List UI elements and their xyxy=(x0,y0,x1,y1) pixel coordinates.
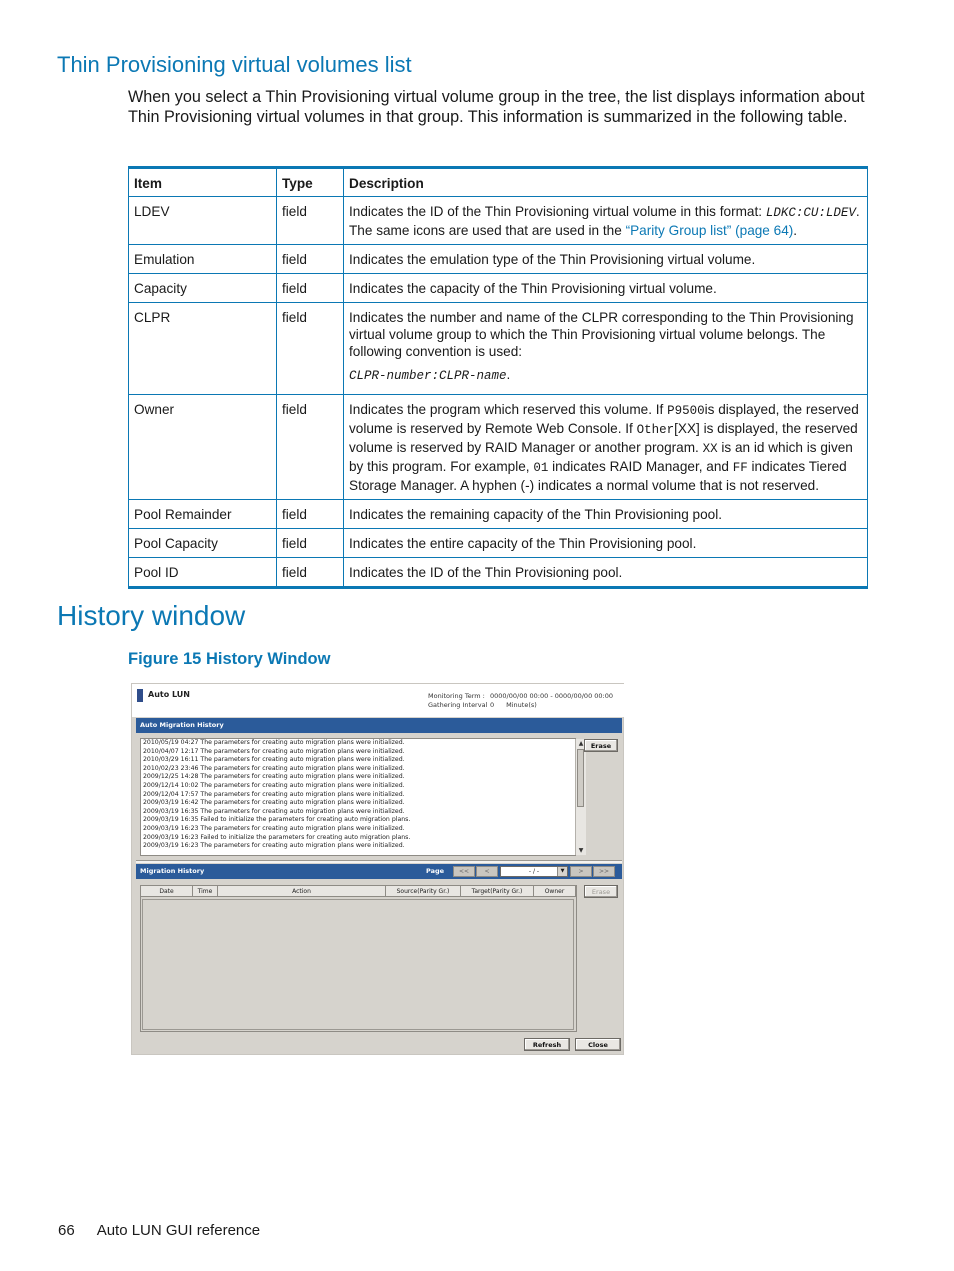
cell-item: Emulation xyxy=(129,245,277,274)
log-line[interactable]: 2009/12/04 17:57 The parameters for creating auto migration plans were initialized. xyxy=(143,790,405,798)
history-heading: History window xyxy=(57,600,246,631)
col-header-description: Description xyxy=(344,168,868,197)
log-line[interactable]: 2009/03/19 16:23 The parameters for creating auto migration plans were initialized. xyxy=(143,824,405,832)
col-time[interactable]: Time xyxy=(193,886,218,897)
app-title: Auto LUN xyxy=(148,690,190,699)
parity-group-link[interactable]: “Parity Group list” (page 64) xyxy=(625,223,794,238)
code-xx: XX xyxy=(702,442,718,456)
page-select[interactable] xyxy=(500,866,568,877)
cell-type: field xyxy=(277,558,344,588)
cell-item: Pool Capacity xyxy=(129,529,277,558)
auto-migration-history-bar: Auto Migration History xyxy=(136,718,622,733)
col-source[interactable]: Source(Parity Gr.) xyxy=(386,886,461,897)
migration-history-table[interactable] xyxy=(140,885,577,1032)
page-select-value: - / - xyxy=(528,868,540,875)
first-page-button[interactable]: << xyxy=(453,866,475,877)
page-number: 66 xyxy=(58,1222,75,1239)
code-ff: FF xyxy=(732,461,748,475)
cell-type: field xyxy=(277,197,344,245)
last-page-button[interactable]: >> xyxy=(593,866,615,877)
cell-description: Indicates the entire capacity of the Thin Provisioning pool. xyxy=(344,529,868,558)
scroll-thumb[interactable] xyxy=(577,749,584,807)
cell-type: field xyxy=(277,303,344,395)
migration-history-title: Migration History xyxy=(140,867,205,875)
cell-type: field xyxy=(277,500,344,529)
cell-type: field xyxy=(277,274,344,303)
gathering-interval-label: Gathering Interval xyxy=(428,701,488,709)
col-action[interactable]: Action xyxy=(218,886,386,897)
gathering-interval-unit: Minute(s) xyxy=(506,701,537,709)
log-line[interactable]: 2009/12/14 10:02 The parameters for creating auto migration plans were initialized. xyxy=(143,781,405,789)
log-scrollbar[interactable] xyxy=(575,739,586,855)
log-line[interactable]: 2009/03/19 16:35 The parameters for creating auto migration plans were initialized. xyxy=(143,807,405,815)
desc-text: is an id which is given by this program. For example, xyxy=(349,440,853,474)
divider xyxy=(136,860,622,863)
desc-text: is displayed, the reserved volume is reserved by RAID Manager or another program. xyxy=(349,421,858,455)
page-footer xyxy=(58,1222,260,1239)
table-row xyxy=(129,500,868,529)
section-heading: Thin Provisioning virtual volumes list xyxy=(57,52,412,77)
erase-migration-button[interactable]: Erase xyxy=(584,885,618,898)
cell-item: Owner xyxy=(129,395,277,500)
cell-item: CLPR xyxy=(129,303,277,395)
cell-type: field xyxy=(277,395,344,500)
auto-migration-log-list[interactable] xyxy=(140,738,584,856)
table-row xyxy=(129,395,868,500)
log-line[interactable]: 2009/12/25 14:28 The parameters for creating auto migration plans were initialized. xyxy=(143,773,405,781)
next-page-button[interactable]: > xyxy=(570,866,592,877)
prev-page-button[interactable]: < xyxy=(476,866,498,877)
cell-item: Capacity xyxy=(129,274,277,303)
code-other: Other xyxy=(636,423,675,437)
format-code: LDKC:CU:LDEV xyxy=(765,206,856,220)
desc-text: Indicates the number and name of the CLPR corresponding to the Thin Provisioning virtual volume group to which the Thin Provisioning virtual volume belongs. The following convention is used: xyxy=(349,310,854,359)
table-row xyxy=(129,245,868,274)
cell-description xyxy=(344,197,868,245)
table-row xyxy=(129,558,868,588)
intro-paragraph: When you select a Thin Provisioning virtual volume group in the tree, the list displays information about Thin Provisioning virtual volumes in that group. This information is summarized in the following table. xyxy=(128,88,865,126)
cell-description xyxy=(344,303,868,395)
desc-text: [XX] xyxy=(674,421,700,436)
code-p9500: P9500 xyxy=(667,404,705,418)
col-target[interactable]: Target(Parity Gr.) xyxy=(461,886,534,897)
convention-line xyxy=(349,366,862,385)
cell-description xyxy=(344,395,868,500)
convention-code: CLPR-number:CLPR-name xyxy=(349,369,507,383)
cell-item: Pool Remainder xyxy=(129,500,277,529)
monitoring-term-label: Monitoring Term : xyxy=(428,692,485,700)
cell-item: LDEV xyxy=(129,197,277,245)
col-header-type: Type xyxy=(277,168,344,197)
log-line[interactable]: 2010/05/19 04:27 The parameters for creating auto migration plans were initialized. xyxy=(143,739,405,746)
window-header xyxy=(132,684,625,717)
desc-text: . xyxy=(506,367,511,382)
figure-caption: Figure 15 History Window xyxy=(128,650,331,668)
cell-description: Indicates the ID of the Thin Provisioning pool. xyxy=(344,558,868,588)
chevron-down-icon: ▼ xyxy=(557,867,567,876)
desc-text: . The same icons are used that are used in the xyxy=(349,204,860,238)
cell-description: Indicates the remaining capacity of the Thin Provisioning pool. xyxy=(344,500,868,529)
scroll-up-icon[interactable]: ▲ xyxy=(578,740,584,747)
migration-table-header xyxy=(141,886,576,897)
cell-description: Indicates the capacity of the Thin Provisioning virtual volume. xyxy=(344,274,868,303)
log-line[interactable]: 2010/02/23 23:46 The parameters for creating auto migration plans were initialized. xyxy=(143,764,405,772)
page-label: Page xyxy=(426,867,445,875)
cell-description: Indicates the emulation type of the Thin Provisioning virtual volume. xyxy=(344,245,868,274)
desc-text: indicates RAID Manager, and xyxy=(548,459,733,474)
log-line[interactable]: 2009/03/19 16:23 The parameters for creating auto migration plans were initialized. xyxy=(143,842,405,850)
cell-item: Pool ID xyxy=(129,558,277,588)
scroll-down-icon[interactable]: ▼ xyxy=(578,847,584,854)
desc-text: Indicates the ID of the Thin Provisioning virtual volume in this format: xyxy=(349,204,766,219)
log-line[interactable]: 2009/03/19 16:35 Failed to initialize the parameters for creating auto migration plans. xyxy=(143,816,411,824)
col-owner[interactable]: Owner xyxy=(534,886,576,897)
gathering-interval-value: 0 xyxy=(490,701,495,709)
log-line[interactable]: 2010/04/07 12:17 The parameters for creating auto migration plans were initialized. xyxy=(143,747,405,755)
log-line[interactable]: 2009/03/19 16:23 Failed to initialize the parameters for creating auto migration plans. xyxy=(143,833,411,841)
desc-text: . xyxy=(793,223,798,238)
cell-type: field xyxy=(277,245,344,274)
table-row xyxy=(129,303,868,395)
history-window-screenshot xyxy=(131,683,624,1055)
desc-text: indicates Tiered Storage Manager. A hyphen (-) indicates a normal volume that is not reserved. xyxy=(349,459,847,493)
table-row xyxy=(129,529,868,558)
col-header-item: Item xyxy=(129,168,277,197)
migration-table-body xyxy=(142,899,574,1030)
code-01: 01 xyxy=(533,461,549,475)
desc-text: is displayed, the reserved volume is reserved by Remote Web Console. If xyxy=(349,402,859,436)
cell-type: field xyxy=(277,529,344,558)
properties-table xyxy=(128,166,868,589)
refresh-button[interactable]: Refresh xyxy=(524,1038,570,1051)
table-header-row xyxy=(129,168,868,197)
table-row xyxy=(129,274,868,303)
log-line[interactable]: 2009/03/19 16:42 The parameters for creating auto migration plans were initialized. xyxy=(143,799,405,807)
monitoring-term-value: 0000/00/00 00:00 - 0000/00/00 00:00 xyxy=(490,692,614,700)
table-row xyxy=(129,197,868,245)
erase-button[interactable]: Erase xyxy=(584,739,618,752)
title-marker-icon xyxy=(137,689,143,702)
desc-text: Indicates the program which reserved this volume. If xyxy=(349,402,668,417)
log-line[interactable]: 2010/03/29 16:11 The parameters for creating auto migration plans were initialized. xyxy=(143,756,405,764)
monitoring-info xyxy=(428,692,613,710)
footer-section-title: Auto LUN GUI reference xyxy=(96,1222,261,1239)
close-button[interactable]: Close xyxy=(575,1038,621,1051)
col-date[interactable]: Date xyxy=(141,886,193,897)
log-lines xyxy=(141,739,575,851)
